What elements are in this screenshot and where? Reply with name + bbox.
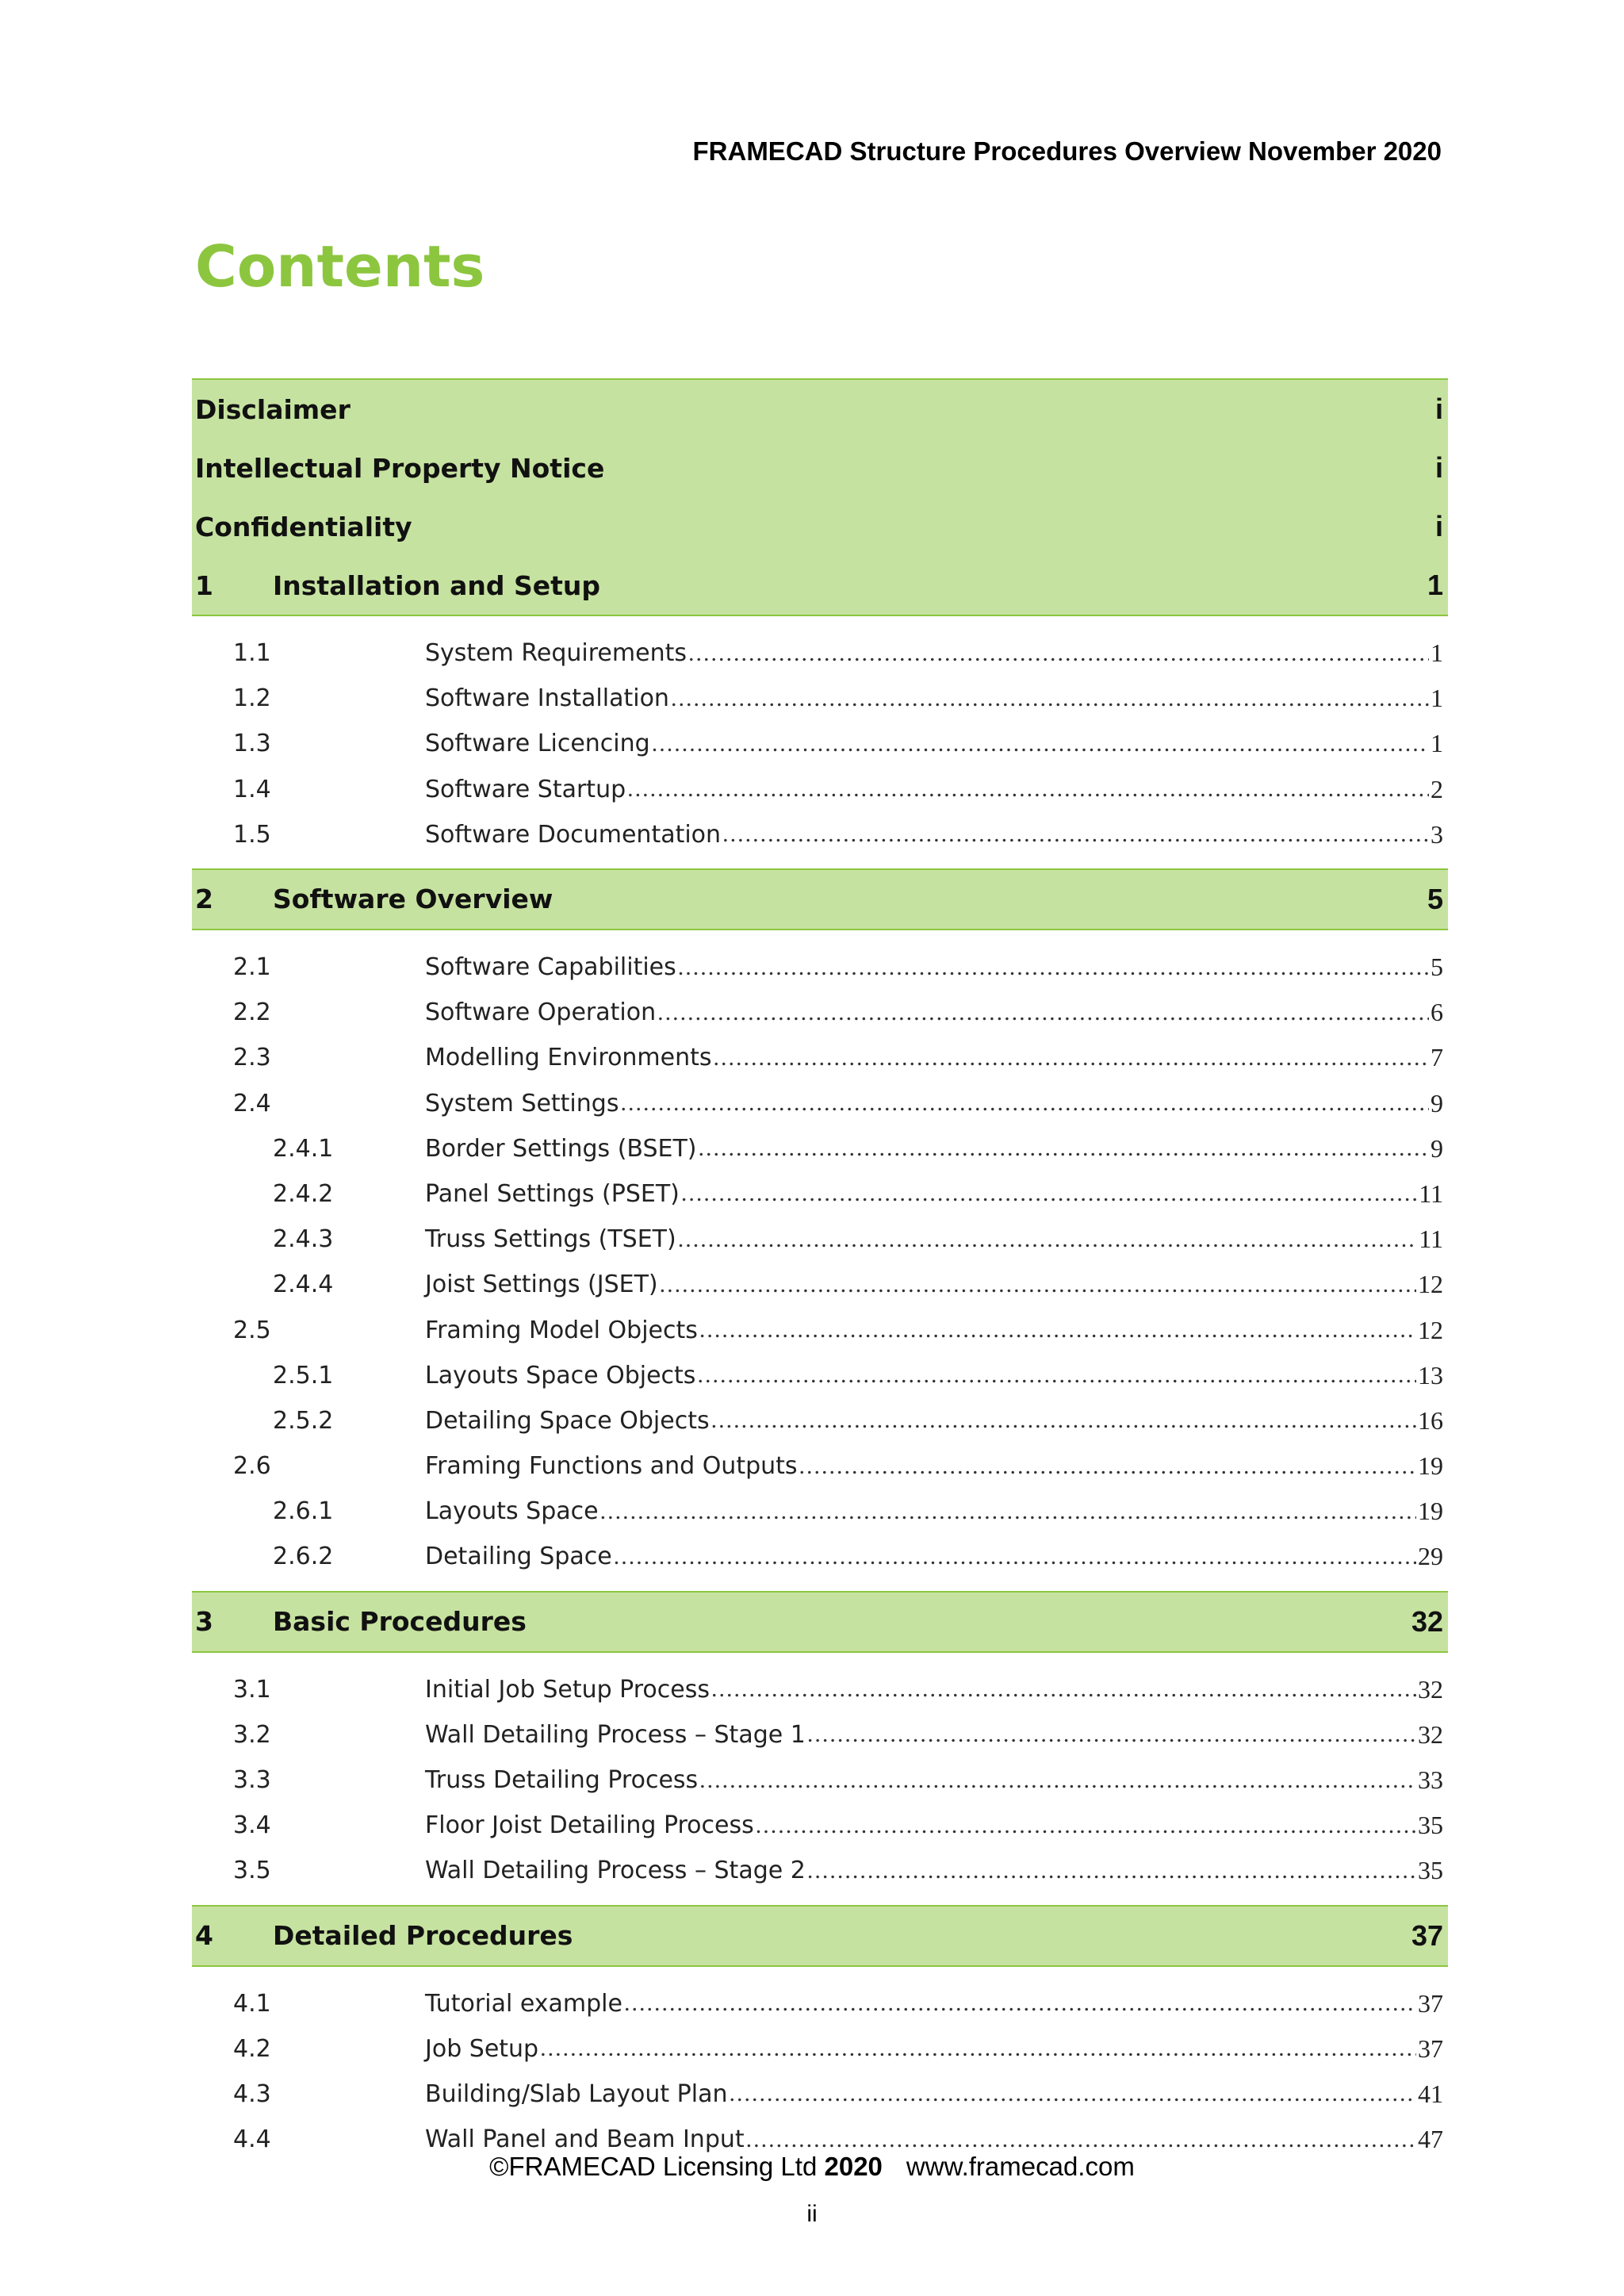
toc-entry[interactable]: [192, 767, 1448, 812]
chapter-page-number: 37: [1411, 1918, 1443, 1952]
entry-number: 2.3: [233, 1044, 271, 1072]
dot-leader: [697, 1362, 1416, 1389]
dot-leader: [620, 1090, 1429, 1117]
toc-chapter-heading[interactable]: [192, 439, 1448, 497]
dot-leader: [746, 2126, 1416, 2153]
toc-entry[interactable]: [192, 721, 1448, 766]
toc-entry[interactable]: [192, 1667, 1448, 1712]
toc-entry[interactable]: [192, 990, 1448, 1035]
dot-leader: [711, 1407, 1416, 1434]
entry-page-number: 6: [1431, 998, 1443, 1027]
dot-leader: [614, 1543, 1416, 1570]
entry-number: 3.4: [233, 1811, 271, 1840]
entry-page-number: 32: [1418, 1674, 1443, 1704]
toc-entry[interactable]: [192, 1443, 1448, 1489]
entry-number: 1.4: [233, 775, 271, 803]
dot-leader: [657, 999, 1429, 1026]
toc-entry[interactable]: [192, 1803, 1448, 1848]
entry-title: Framing Model Objects: [425, 1316, 698, 1344]
entry-page-number: 12: [1418, 1270, 1443, 1299]
entry-title: Framing Functions and Outputs: [425, 1452, 798, 1481]
chapter-title: Intellectual Property Notice: [195, 452, 605, 484]
entry-number: 3.1: [233, 1675, 271, 1704]
chapter-page-number: 32: [1411, 1604, 1443, 1638]
chapter-number: 3: [195, 1606, 213, 1638]
toc-chapter-heading[interactable]: [192, 870, 1448, 929]
dot-leader: [722, 821, 1429, 848]
chapter-page-number: i: [1434, 451, 1443, 484]
dot-leader: [698, 1135, 1429, 1162]
dot-leader: [681, 1180, 1417, 1207]
entry-page-number: 37: [1418, 2033, 1443, 2063]
entry-page-number: 12: [1418, 1315, 1443, 1344]
entry-title: Detailing Space Objects: [425, 1406, 710, 1435]
entry-number: 2.4.4: [273, 1271, 334, 1299]
chapter-number: 1: [195, 569, 213, 601]
entry-title: Software Licencing: [425, 730, 650, 758]
toc-chapter-heading[interactable]: [192, 1593, 1448, 1651]
toc-entry[interactable]: [192, 1398, 1448, 1443]
dot-leader: [807, 1721, 1416, 1748]
entry-page-number: 9: [1431, 1133, 1443, 1163]
entry-title: Software Documentation: [425, 820, 722, 849]
toc-entry[interactable]: [192, 1171, 1448, 1217]
entry-title: System Settings: [425, 1089, 619, 1117]
entry-page-number: 16: [1418, 1405, 1443, 1435]
dot-leader: [540, 2035, 1416, 2062]
toc-entry-list: [192, 631, 1448, 857]
entry-number: 3.5: [233, 1857, 271, 1885]
entry-number: 2.5.1: [273, 1361, 334, 1389]
entry-page-number: 3: [1431, 819, 1443, 849]
chapter-page-number: i: [1434, 510, 1443, 542]
entry-title: Building/Slab Layout Plan: [425, 2079, 728, 2108]
entry-number: 2.6.2: [273, 1543, 334, 1571]
entry-page-number: 13: [1418, 1360, 1443, 1389]
entry-page-number: 37: [1418, 1988, 1443, 2018]
footer-website: www.framecad.com: [906, 2152, 1135, 2181]
entry-page-number: 11: [1419, 1225, 1443, 1254]
entry-page-number: 32: [1418, 1719, 1443, 1749]
dot-leader: [688, 640, 1429, 667]
entry-number: 2.4.2: [273, 1179, 334, 1208]
entry-number: 4.1: [233, 1989, 271, 2018]
entry-number: 2.6.1: [273, 1497, 334, 1526]
entry-title: Software Capabilities: [425, 953, 676, 982]
chapter-page-number: 1: [1427, 569, 1443, 601]
entry-number: 2.5: [233, 1316, 271, 1344]
dot-leader: [730, 2080, 1417, 2107]
entry-page-number: 33: [1418, 1765, 1443, 1795]
entry-title: Truss Settings (TSET): [425, 1225, 676, 1254]
toc-entry[interactable]: [192, 1534, 1448, 1579]
footer: [0, 2152, 1624, 2182]
dot-leader: [756, 1812, 1416, 1839]
dot-leader: [678, 954, 1429, 981]
dot-leader: [699, 1767, 1416, 1794]
entry-title: Floor Joist Detailing Process: [425, 1811, 754, 1840]
toc-entry[interactable]: [192, 945, 1448, 990]
toc-entry-list: [192, 945, 1448, 1580]
dot-leader: [807, 1857, 1416, 1884]
entry-title: Job Setup: [425, 2034, 539, 2063]
toc-entry[interactable]: [192, 1262, 1448, 1307]
toc-chapter-heading[interactable]: [192, 556, 1448, 615]
footer-year: 2020: [824, 2152, 883, 2181]
page-number: ii: [806, 2201, 818, 2227]
entry-number: 1.3: [233, 730, 271, 758]
entry-title: Truss Detailing Process: [425, 1766, 699, 1795]
dot-leader: [799, 1453, 1416, 1480]
entry-number: 3.2: [233, 1720, 271, 1749]
entry-title: Border Settings (BSET): [425, 1134, 697, 1163]
entry-page-number: 7: [1431, 1043, 1443, 1072]
entry-number: 2.4: [233, 1089, 271, 1117]
entry-title: Detailing Space: [425, 1543, 612, 1571]
entry-page-number: 1: [1431, 729, 1443, 758]
entry-number: 2.5.2: [273, 1406, 334, 1435]
page-title: Contents: [195, 233, 485, 300]
toc-entry[interactable]: [192, 812, 1448, 857]
toc-chapter-heading[interactable]: [192, 497, 1448, 556]
entry-number: 2.6: [233, 1452, 271, 1481]
toc-entry[interactable]: [192, 1081, 1448, 1126]
toc-entry[interactable]: [192, 1489, 1448, 1534]
entry-page-number: 1: [1431, 638, 1443, 668]
toc-entry[interactable]: [192, 1848, 1448, 1893]
dot-leader: [624, 1990, 1416, 2017]
toc-chapter-heading[interactable]: [192, 380, 1448, 439]
entry-title: Initial Job Setup Process: [425, 1675, 710, 1704]
dot-leader: [627, 776, 1429, 803]
entry-title: Software Installation: [425, 684, 669, 713]
toc-entry[interactable]: [192, 1981, 1448, 2026]
table-of-contents: [192, 378, 1448, 2173]
entry-page-number: 29: [1418, 1542, 1443, 1571]
entry-page-number: 19: [1418, 1451, 1443, 1481]
toc-entry[interactable]: [192, 1217, 1448, 1262]
chapter-number: 2: [195, 884, 213, 915]
dot-leader: [678, 1226, 1417, 1253]
dot-leader: [652, 730, 1429, 757]
toc-entry[interactable]: [192, 1035, 1448, 1080]
entry-page-number: 47: [1418, 2125, 1443, 2154]
chapter-title: Software Overview: [273, 884, 553, 915]
entry-title: Joist Settings (JSET): [425, 1271, 658, 1299]
toc-entry[interactable]: [192, 631, 1448, 676]
chapter-title: Detailed Procedures: [273, 1920, 573, 1951]
dot-leader: [660, 1271, 1416, 1298]
entry-title: Wall Detailing Process – Stage 2: [425, 1857, 806, 1885]
toc-entry[interactable]: [192, 1353, 1448, 1398]
entry-number: 4.4: [233, 2125, 271, 2154]
entry-number: 3.3: [233, 1766, 271, 1795]
entry-title: Layouts Space: [425, 1497, 599, 1526]
toc-entry[interactable]: [192, 676, 1448, 721]
footer-copyright: ©FRAMECAD Licensing Ltd: [489, 2152, 818, 2181]
toc-entry[interactable]: [192, 2072, 1448, 2117]
dot-leader: [699, 1317, 1416, 1343]
toc-entry[interactable]: [192, 1757, 1448, 1803]
entry-number: 1.2: [233, 684, 271, 713]
entry-page-number: 11: [1419, 1179, 1443, 1208]
running-header: FRAMECAD Structure Procedures Overview November 2020: [692, 136, 1442, 166]
entry-title: Software Operation: [425, 999, 657, 1027]
chapter-title: Basic Procedures: [273, 1606, 527, 1638]
chapter-page-number: i: [1434, 393, 1443, 425]
entry-number: 2.1: [233, 953, 271, 982]
chapter-band: [192, 868, 1448, 930]
toc-entry-list: [192, 1981, 1448, 2163]
dot-leader: [600, 1498, 1416, 1525]
entry-number: 2.2: [233, 999, 271, 1027]
chapter-title: Disclaimer: [195, 393, 350, 425]
entry-number: 1.1: [233, 639, 271, 668]
entry-page-number: 9: [1431, 1088, 1443, 1117]
entry-number: 4.2: [233, 2034, 271, 2063]
toc-entry[interactable]: [192, 1712, 1448, 1757]
entry-page-number: 35: [1418, 1856, 1443, 1885]
chapter-band: [192, 1905, 1448, 1967]
chapter-number: 4: [195, 1920, 213, 1951]
entry-page-number: 5: [1431, 953, 1443, 982]
chapter-title: Installation and Setup: [273, 569, 600, 601]
entry-number: 4.3: [233, 2079, 271, 2108]
entry-title: Tutorial example: [425, 1989, 622, 2018]
entry-page-number: 2: [1431, 774, 1443, 803]
chapter-page-number: 5: [1427, 882, 1443, 915]
entry-title: System Requirements: [425, 639, 687, 668]
entry-title: Panel Settings (PSET): [425, 1179, 680, 1208]
toc-entry[interactable]: [192, 2026, 1448, 2072]
toc-entry-list: [192, 1667, 1448, 1894]
entry-number: 2.4.3: [273, 1225, 334, 1254]
dot-leader: [671, 685, 1429, 712]
entry-page-number: 19: [1418, 1497, 1443, 1526]
entry-page-number: 35: [1418, 1811, 1443, 1840]
front-matter-band: [192, 378, 1448, 616]
entry-title: Layouts Space Objects: [425, 1361, 696, 1389]
chapter-band: [192, 1591, 1448, 1653]
toc-entry[interactable]: [192, 1126, 1448, 1171]
toc-entry[interactable]: [192, 1307, 1448, 1352]
entry-number: 2.4.1: [273, 1134, 334, 1163]
dot-leader: [714, 1045, 1429, 1071]
entry-page-number: 41: [1418, 2079, 1443, 2108]
entry-title: Wall Panel and Beam Input: [425, 2125, 745, 2154]
entry-number: 1.5: [233, 820, 271, 849]
entry-title: Wall Detailing Process – Stage 1: [425, 1720, 806, 1749]
entry-title: Software Startup: [425, 775, 626, 803]
chapter-title: Confidentiality: [195, 511, 412, 542]
toc-chapter-heading[interactable]: [192, 1907, 1448, 1965]
entry-title: Modelling Environments: [425, 1044, 712, 1072]
dot-leader: [711, 1676, 1416, 1703]
entry-page-number: 1: [1431, 684, 1443, 713]
